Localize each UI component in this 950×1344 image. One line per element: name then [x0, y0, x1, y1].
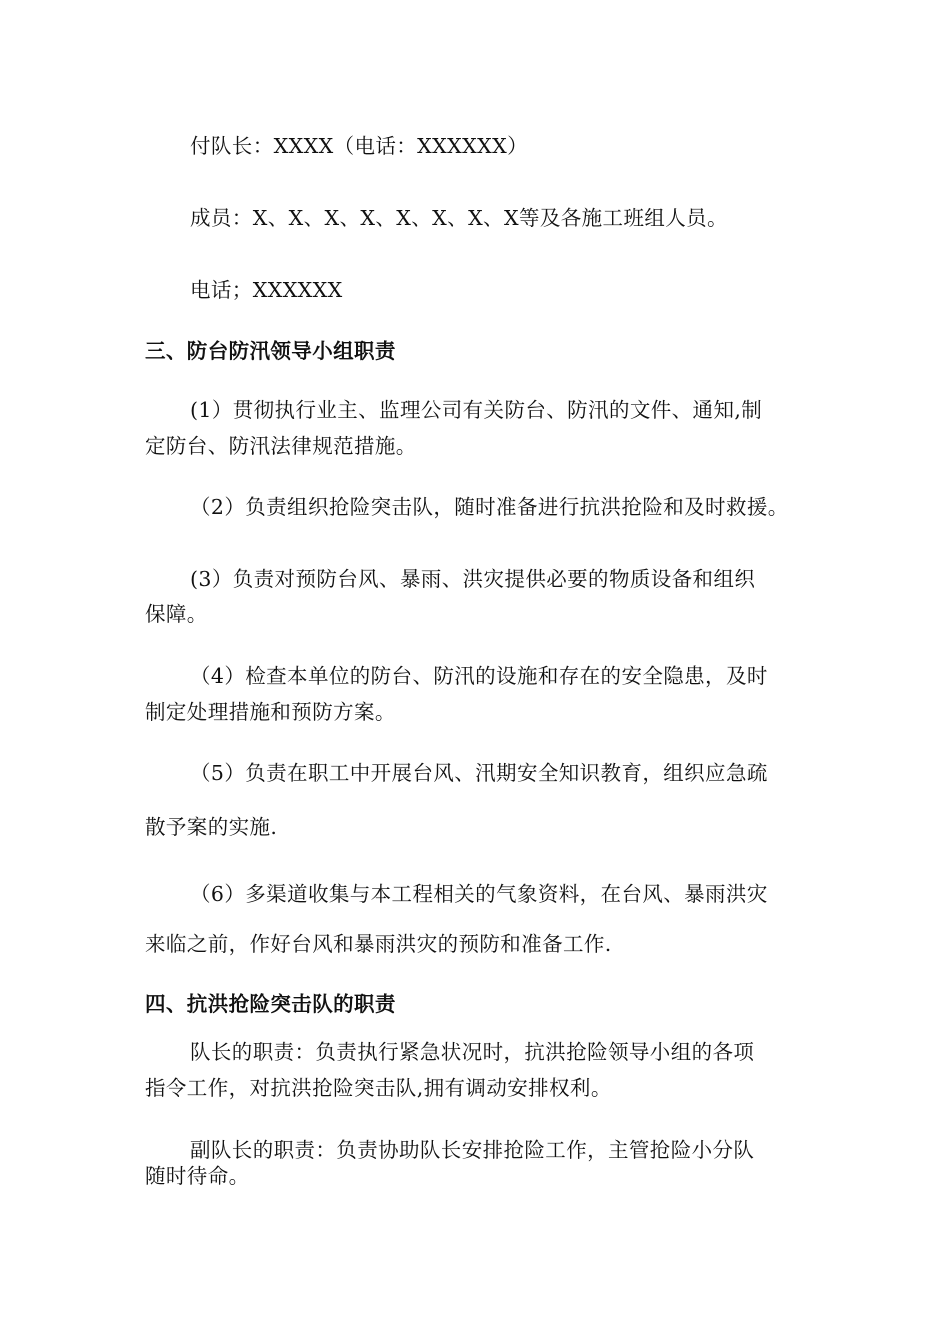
captain-duty-line-1: 队长的职责：负责执行紧急状况时，抗洪抢险领导小组的各项	[190, 1040, 755, 1064]
item-2-line-1: （2）负责组织抢险突击队，随时准备进行抗洪抢险和及时救援。	[190, 495, 789, 519]
members-line: 成员：X、X、X、X、X、X、X、X等及各施工班组人员。	[190, 206, 728, 230]
vice-captain-duty-line-1: 副队长的职责：负责协助队长安排抢险工作，主管抢险小分队	[190, 1138, 755, 1162]
phone-line: 电话；XXXXXX	[190, 278, 343, 302]
item-6-line-1: （6）多渠道收集与本工程相关的气象资料，在台风、暴雨洪灾	[190, 882, 768, 906]
item-5-line-1: （5）负责在职工中开展台风、汛期安全知识教育，组织应急疏	[190, 761, 768, 785]
section-3-heading: 三、防台防汛领导小组职责	[145, 339, 396, 363]
vice-captain-duty-line-2: 随时待命。	[145, 1164, 250, 1188]
item-1-line-2: 定防台、防汛法律规范措施。	[145, 434, 417, 458]
captain-duty-line-2: 指令工作，对抗洪抢险突击队,拥有调动安排权利。	[145, 1076, 612, 1100]
section-4-heading: 四、抗洪抢险突击队的职责	[145, 992, 396, 1016]
vice-captain-line: 付队长：XXXX（电话：XXXXXX）	[190, 134, 529, 158]
item-4-line-2: 制定处理措施和预防方案。	[145, 700, 396, 724]
item-4-line-1: （4）检查本单位的防台、防汛的设施和存在的安全隐患，及时	[190, 664, 768, 688]
item-6-line-2: 来临之前，作好台风和暴雨洪灾的预防和准备工作.	[145, 932, 612, 956]
item-3-line-2: 保障。	[145, 602, 208, 626]
item-3-line-1: (3）负责对预防台风、暴雨、洪灾提供必要的物质设备和组织	[190, 567, 756, 591]
item-5-line-2: 散予案的实施.	[145, 815, 278, 839]
item-1-line-1: (1）贯彻执行业主、监理公司有关防台、防汛的文件、通知,制	[190, 398, 763, 422]
